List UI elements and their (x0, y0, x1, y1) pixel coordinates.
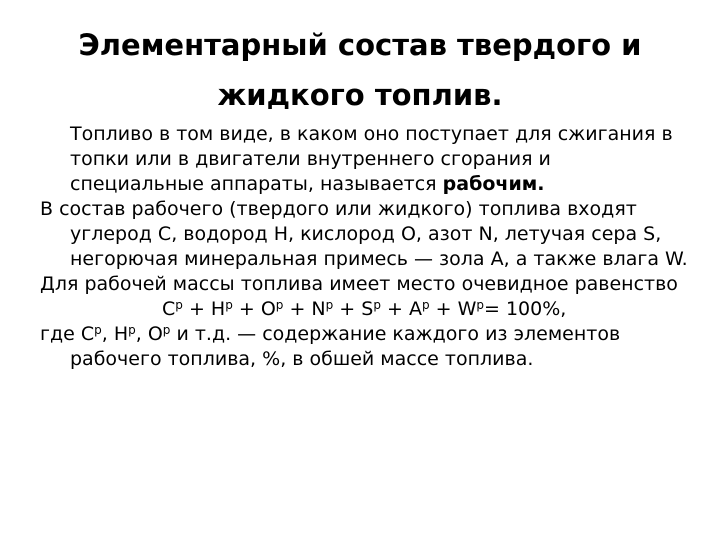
formula-sup: р (325, 298, 334, 312)
slide-title (40, 20, 680, 120)
p4-h: , H (101, 323, 129, 345)
title-line-2: жидкого топлив. (217, 78, 503, 112)
p4-o: , O (135, 323, 163, 345)
slide-body (40, 122, 690, 372)
formula-h: + H (182, 298, 226, 320)
p4-sup: р (94, 323, 102, 337)
formula-sup: р (275, 298, 284, 312)
paragraph-1-text: Топливо в том виде, в каком оно поступает для сжигания в топки или в двигатели внутреннего сгорания и специальные аппараты, называется (70, 123, 673, 195)
formula-sup: р (175, 298, 183, 312)
formula-sup: р (225, 298, 233, 312)
formula-a: + A (380, 298, 422, 320)
p4-sup: р (162, 323, 171, 337)
paragraph-definition (40, 322, 690, 372)
paragraph-1-bold-term: рабочим. (442, 173, 545, 195)
mass-balance-formula (40, 297, 690, 322)
paragraph-working-fuel (40, 122, 690, 197)
formula-s: + S (333, 298, 374, 320)
formula-w: + W (429, 298, 477, 320)
formula-c: C (162, 298, 176, 320)
p4-sup: р (128, 323, 136, 337)
title-line-1: Элементарный состав твердого и (78, 28, 642, 62)
formula-sup: р (476, 298, 484, 312)
formula-sup: р (421, 298, 430, 312)
p4-rest: и т.д. — содержание каждого из элементов рабочего топлива, %, в обшей массе топлива. (70, 323, 621, 370)
paragraph-equation-intro: Для рабочей массы топлива имеет место очевидное равенство (40, 273, 678, 295)
p4-lead: где C (40, 323, 95, 345)
formula-sup: р (373, 298, 381, 312)
formula-result: = 100%, (484, 298, 567, 320)
formula-o: + O (232, 298, 276, 320)
formula-n: + N (283, 298, 326, 320)
paragraph-composition: В состав рабочего (твердого или жидкого) топлива входят углерод C, водород H, кислород O, азот N, летучая сера S, негорючая минеральная примесь — зола A, а также влага W. (40, 198, 688, 270)
